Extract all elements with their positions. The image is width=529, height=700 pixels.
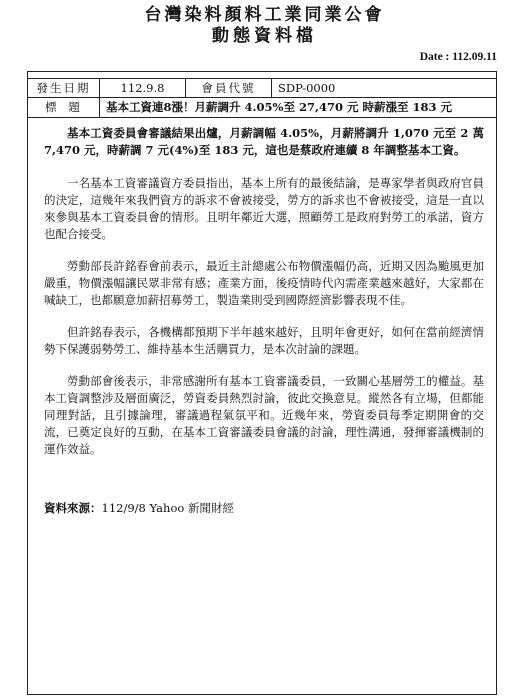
document-date: Date : 112.09.11 [419, 51, 497, 63]
meta-row-date-member [28, 78, 496, 98]
source-label: 資料來源： [44, 501, 102, 515]
source-text: 112/9/8 Yahoo 新聞財經 [101, 501, 234, 515]
lead-paragraph: 基本工資委員會審議結果出爐，月薪調幅 4.05%，月薪將調升 1,070 元至 2 萬 7,470 元，時薪調 7 元(4%)至 183 元，這也是蔡政府連續 8 年調整基本工資。 [44, 126, 484, 157]
document-type-title: 動態資料檔 [212, 26, 317, 46]
paragraph: 勞動部會後表示，非常感謝所有基本工資審議委員，一致關心基層勞工的權益。基本工資調整涉及層面廣泛，勞資委員熱烈討論，彼此交換意見。縱然各有立場，但都能同理對話，且引據論理，審議過程氣氛平和。近幾年來，勞資委員每季定期開會的交流，已奠定良好的互動，在基本工資審議委員會議的討論，理性溝通，發揮審議機制的運作效益。 [44, 374, 484, 456]
date-value: 112.9.8 [100, 79, 186, 97]
paragraph: 但許銘春表示，各機構都預期下半年越來越好，且明年會更好，如何在當前經濟情勢下保護弱勢勞工、維持基本生活購買力，是本次討論的課題。 [44, 325, 484, 356]
paragraph: 一名基本工資審議資方委員指出，基本上所有的最後結論，是專家學者與政府官員的決定，這幾年來我們資方的訴求不會被接受，勞方的訴求也不會被接受，這是一直以來參與基本工資委員會的情形。且明年鄰近大選，照顧勞工是政府對勞工的承諾，資方也配合接受。 [44, 176, 484, 241]
organization-title: 台灣染料顏料工業同業公會 [144, 5, 385, 25]
subject-label: 標題 [28, 98, 100, 117]
meta-row-subject [28, 98, 496, 118]
source-line [44, 500, 234, 516]
document-frame [27, 71, 497, 695]
date-label: 發生日期 [28, 79, 100, 97]
subject-value: 基本工資連8漲！月薪調升 4.05%至 27,470 元 時薪漲至 183 元 [106, 100, 452, 114]
member-value: SDP-0000 [278, 81, 336, 95]
member-label: 會員代號 [186, 79, 272, 97]
article-body [44, 125, 484, 473]
paragraph: 勞動部長許銘春會前表示，最近主計總處公布物價漲幅仍高，近期又因為颱風更加嚴重，物價漲幅讓民眾非常有感；產業方面，後疫情時代內需產業越來越好，大家都在喊缺工，也都願意加薪招募勞工，製造業則受到國際經濟影響表現不佳。 [44, 259, 484, 307]
